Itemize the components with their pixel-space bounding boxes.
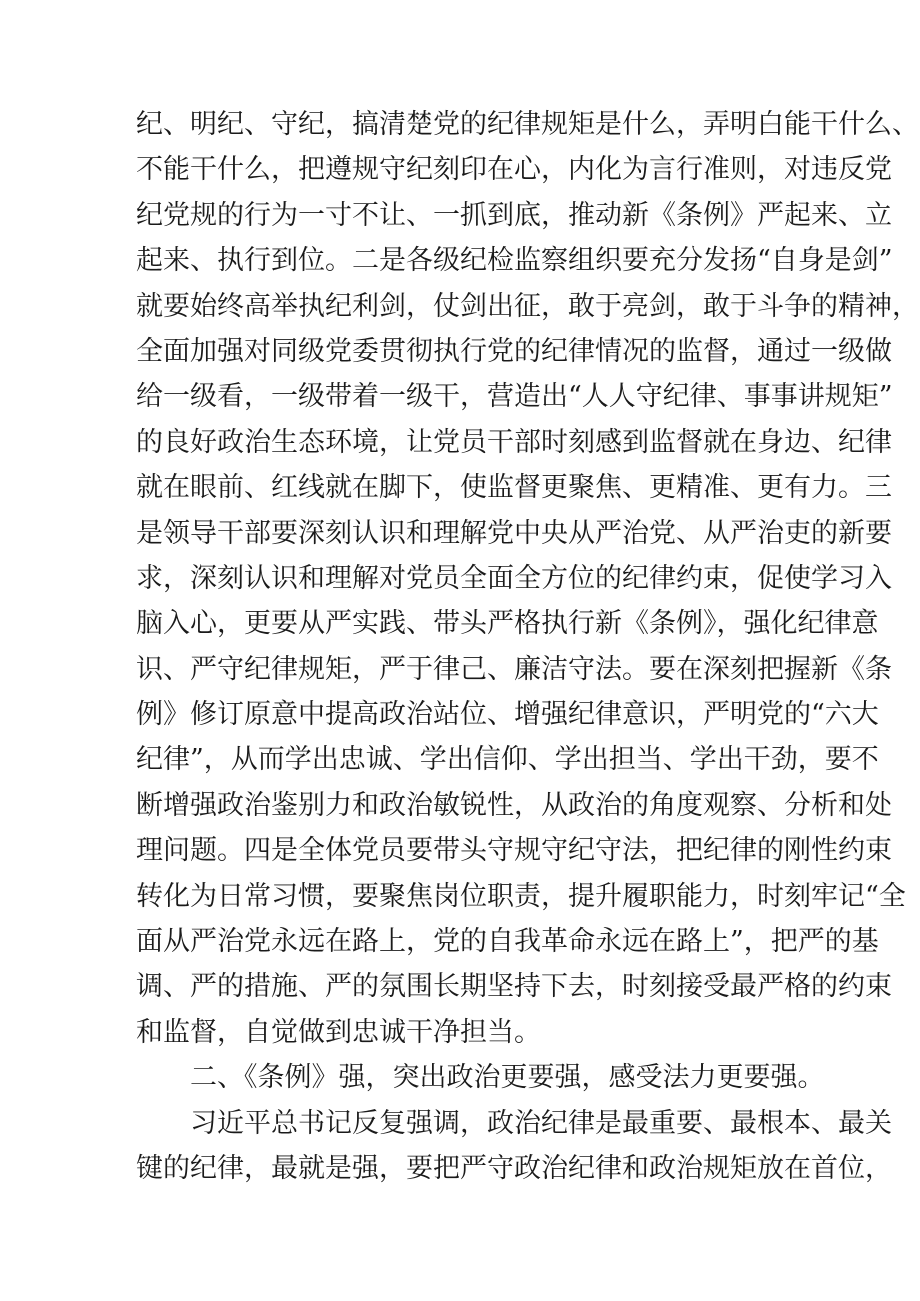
text-line: 习近平总书记反复强调，政治纪律是最重要、最根本、最关	[190, 1107, 892, 1139]
section-heading: 二、《条例》强，突出政治更要强，感受法力更要强。	[190, 1062, 825, 1094]
text-line: 求，深刻认识和理解对党员全面全方位的纪律约束，促使学习入	[136, 562, 892, 594]
text-line: 给一级看，一级带着一级干，营造出“人人守纪律、事事讲规矩”	[136, 381, 893, 413]
text-line: 理问题。四是全体党员要带头守规守纪守法，把纪律的刚性约束	[136, 835, 892, 867]
text-line: 键的纪律，最就是强，要把严守政治纪律和政治规矩放在首位，	[136, 1152, 892, 1184]
text-line: 就要始终高举执纪利剑，仗剑出征，敢于亮剑，敢于斗争的精神，	[136, 290, 919, 322]
text-line: 不能干什么，把遵规守纪刻印在心，内化为言行准则，对违反党	[136, 154, 892, 186]
text-line: 就在眼前、红线就在脚下，使监督更聚焦、更精准、更有力。三	[136, 472, 892, 504]
text-line: 是领导干部要深刻认识和理解党中央从严治党、从严治吏的新要	[136, 517, 892, 549]
text-line: 断增强政治鉴别力和政治敏锐性，从政治的角度观察、分析和处	[136, 789, 892, 821]
text-line: 调、严的措施、严的氛围长期坚持下去，时刻接受最严格的约束	[136, 971, 892, 1003]
text-line: 纪、明纪、守纪，搞清楚党的纪律规矩是什么，弄明白能干什么、	[136, 109, 919, 140]
text-line: 识、严守纪律规矩，严于律己、廉洁守法。要在深刻把握新《条	[136, 653, 892, 685]
text-line: 和监督，自觉做到忠诚干净担当。	[136, 1016, 541, 1048]
text-line: 脑入心，更要从严实践、带头严格执行新《条例》，强化纪律意	[136, 608, 879, 640]
text-line: 起来、执行到位。二是各级纪检监察组织要充分发扬“自身是剑”	[136, 245, 893, 277]
text-line: 面从严治党永远在路上，党的自我革命永远在路上”，把严的基	[136, 926, 879, 958]
text-line: 纪律”，从而学出忠诚、学出信仰、学出担当、学出干劲，要不	[136, 744, 879, 776]
text-line: 全面加强对同级党委贯彻执行党的纪律情况的监督，通过一级做	[136, 335, 892, 367]
body-text	[136, 102, 919, 1191]
text-line: 的良好政治生态环境，让党员干部时刻感到监督就在身边、纪律	[136, 426, 892, 458]
text-line: 转化为日常习惯，要聚焦岗位职责，提升履职能力，时刻牢记“全	[136, 880, 906, 912]
text-line: 纪党规的行为一寸不让、一抓到底，推动新《条例》严起来、立	[136, 199, 892, 231]
text-line: 例》修订原意中提高政治站位、增强纪律意识，严明党的“六大	[136, 699, 879, 731]
